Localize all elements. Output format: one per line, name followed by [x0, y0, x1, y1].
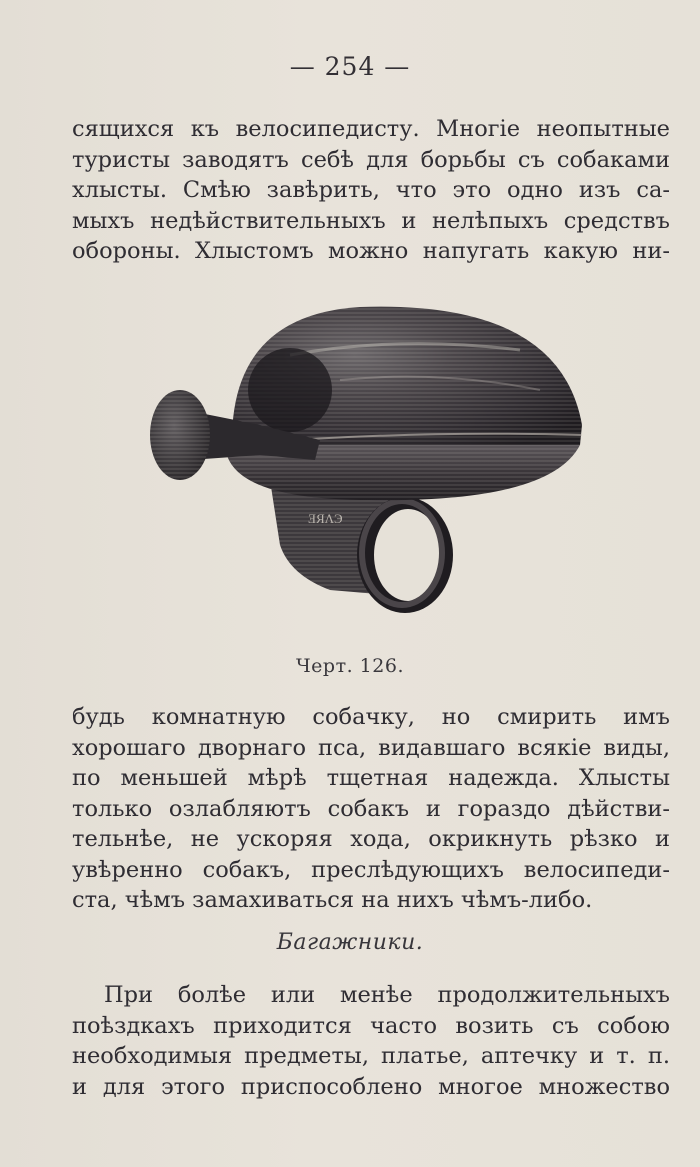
- text-line: будь комнатную собачку, но смирить имъ: [72, 704, 670, 730]
- section-heading: Багажники.: [276, 930, 424, 955]
- page-number: — 254 —: [289, 52, 411, 81]
- text-line: хлысты. Смѣю завѣрить, что это одно изъ са-: [72, 177, 670, 203]
- text-line: ста, чѣмъ замахиваться на нихъ чѣмъ-либо.: [72, 887, 593, 913]
- text-line: При болѣе или менѣе продолжительныхъ: [104, 982, 670, 1008]
- text-line: сящихся къ велосипедисту. Многіе неопытные: [72, 116, 670, 142]
- paragraph-3: [72, 980, 670, 1102]
- text-line: обороны. Хлыстомъ можно напугать какую ни-: [72, 238, 670, 264]
- bicycle-bell-figure: [140, 295, 590, 625]
- text-line: мыхъ недѣйствительныхъ и нелѣпыхъ средствъ: [72, 207, 670, 234]
- text-line: по меньшей мѣрѣ тщетная надежда. Хлысты: [72, 765, 670, 791]
- figure-caption: Черт. 126.: [296, 655, 404, 677]
- text-line: и для этого приспособлено многое множество: [72, 1073, 670, 1100]
- text-line: увѣренно собакъ, преслѣдующихъ велосипеди-: [72, 856, 670, 883]
- paragraph-1: [72, 114, 670, 267]
- svg-text:ƎЯΛЭ: ƎЯΛЭ: [308, 511, 343, 526]
- text-line: необходимыя предметы, платье, аптечку и т. п.: [72, 1043, 670, 1069]
- bicycle-bell-icon: [140, 295, 590, 625]
- text-line: только озлабляютъ собакъ и гораздо дѣйстви-: [72, 795, 670, 822]
- paragraph-2: [72, 702, 670, 916]
- text-line: тельнѣе, не ускоряя хода, окрикнуть рѣзко и: [72, 826, 670, 852]
- text-line: хорошаго дворнаго пса, видавшаго всякіе виды,: [72, 734, 670, 761]
- text-line: поѣздкахъ приходится часто возить съ собою: [72, 1012, 670, 1039]
- text-line: туристы заводятъ себѣ для борьбы съ собаками: [72, 146, 670, 173]
